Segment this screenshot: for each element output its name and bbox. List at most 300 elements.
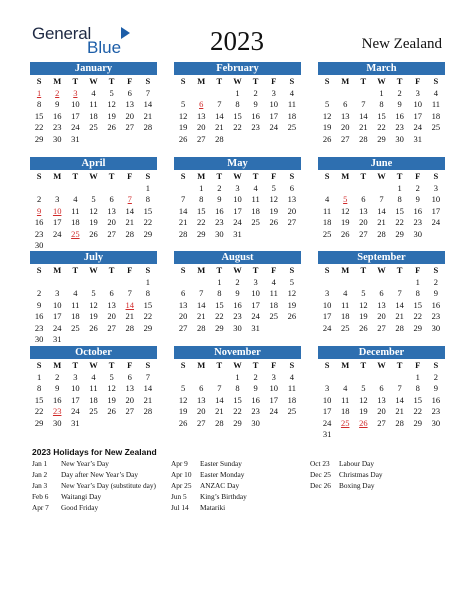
holiday-row — [171, 502, 247, 513]
day-cell: 17 — [431, 205, 441, 216]
day-cell: 27 — [125, 122, 135, 132]
weekday-label: F — [415, 360, 421, 370]
day-cell: 19 — [89, 311, 98, 321]
holiday-date: Jun 5 — [171, 492, 187, 501]
holiday-date: Apr 25 — [171, 481, 192, 490]
day-cell: 2 — [415, 182, 420, 193]
day-cell: 9 — [235, 288, 240, 298]
weekday-label: S — [324, 265, 330, 275]
day-cell: 1 — [235, 371, 240, 382]
weekday-label: S — [36, 360, 42, 370]
day-cell: 31 — [71, 133, 80, 144]
weekday-label: S — [36, 76, 42, 86]
day-cell: 31 — [322, 429, 332, 439]
day-cell: 30 — [34, 240, 44, 250]
holiday-date: Apr 9 — [171, 459, 188, 468]
day-cell: 26 — [322, 133, 332, 144]
day-cell: 5 — [109, 87, 114, 98]
day-cell: 30 — [413, 228, 423, 239]
holiday-day-cell: 25 — [71, 228, 80, 239]
month-grid — [174, 171, 301, 240]
month-grid — [174, 360, 301, 429]
day-cell: 17 — [413, 110, 423, 121]
weekday-label: S — [145, 265, 151, 275]
day-cell: 8 — [145, 288, 151, 298]
day-cell: 28 — [196, 322, 206, 333]
blank-cell — [354, 277, 372, 289]
day-cell: 21 — [196, 311, 206, 321]
day-cell: 25 — [269, 311, 279, 321]
day-cell: 10 — [413, 99, 423, 109]
day-cell: 12 — [178, 110, 188, 121]
day-cell: 12 — [359, 299, 368, 310]
holiday-row — [32, 502, 156, 513]
day-cell: 22 — [34, 406, 44, 416]
day-cell: 12 — [322, 110, 332, 121]
day-cell: 8 — [145, 194, 151, 204]
day-cell: 5 — [289, 276, 295, 287]
blank-cell — [192, 277, 210, 289]
day-cell: 14 — [359, 110, 368, 121]
day-cell: 31 — [52, 334, 62, 344]
day-cell: 27 — [340, 133, 350, 144]
day-cell: 3 — [253, 276, 258, 287]
day-cell: 12 — [287, 288, 297, 298]
day-cell: 9 — [397, 99, 402, 109]
weekday-label: T — [216, 171, 223, 181]
day-cell: 9 — [55, 99, 60, 109]
day-cell: 1 — [217, 276, 222, 287]
day-cell: 20 — [125, 110, 135, 121]
day-cell: 27 — [196, 417, 206, 428]
day-cell: 3 — [271, 371, 276, 382]
day-cell: 27 — [196, 133, 206, 144]
day-cell: 16 — [251, 110, 260, 121]
day-cell: 14 — [143, 383, 153, 393]
day-cell: 31 — [71, 417, 80, 428]
day-cell: 4 — [73, 194, 78, 204]
weekday-label: T — [72, 76, 79, 86]
holiday-day-cell: 5 — [343, 194, 348, 204]
day-cell: 6 — [289, 182, 295, 193]
day-cell: 22 — [34, 122, 44, 132]
holiday-row — [32, 469, 156, 480]
day-cell: 30 — [431, 417, 441, 428]
holiday-row — [171, 491, 247, 502]
weekday-label: M — [197, 76, 206, 86]
day-cell: 24 — [52, 228, 62, 239]
blank-cell — [318, 372, 336, 384]
weekday-label: M — [197, 171, 206, 181]
weekday-label: T — [72, 171, 79, 181]
month-header: September — [318, 251, 445, 264]
day-cell: 2 — [433, 276, 439, 287]
day-cell: 17 — [322, 311, 332, 321]
day-cell: 4 — [343, 383, 348, 393]
day-cell: 13 — [287, 194, 297, 204]
day-cell: 22 — [413, 406, 423, 416]
day-cell: 2 — [253, 87, 258, 98]
day-cell: 26 — [89, 228, 98, 239]
weekday-label: M — [53, 265, 62, 275]
weekday-label: T — [252, 265, 259, 275]
weekday-label: T — [216, 265, 223, 275]
month-grid — [318, 360, 445, 441]
day-cell: 13 — [125, 99, 135, 109]
day-cell: 1 — [415, 276, 420, 287]
day-cell: 10 — [269, 383, 279, 393]
day-cell: 3 — [271, 87, 276, 98]
day-cell: 21 — [143, 394, 153, 405]
day-cell: 11 — [71, 205, 80, 216]
day-cell: 10 — [251, 288, 260, 298]
day-cell: 24 — [431, 217, 441, 227]
day-cell: 17 — [52, 217, 62, 227]
holiday-row — [32, 491, 156, 502]
day-cell: 8 — [379, 99, 384, 109]
day-cell: 7 — [379, 194, 384, 204]
day-cell: 12 — [89, 205, 98, 216]
weekday-label: T — [108, 265, 115, 275]
day-cell: 8 — [415, 383, 420, 393]
month-grid — [318, 171, 445, 240]
day-cell: 9 — [415, 194, 420, 204]
month-december — [318, 346, 445, 441]
day-cell: 29 — [413, 417, 423, 428]
day-cell: 25 — [89, 406, 98, 416]
day-cell: 29 — [143, 322, 153, 333]
holiday-column — [310, 458, 383, 491]
weekday-label: W — [89, 76, 98, 86]
day-cell: 3 — [324, 288, 330, 298]
day-cell: 15 — [215, 299, 224, 310]
month-grid — [318, 265, 445, 334]
day-cell: 19 — [107, 110, 116, 121]
weekday-label: F — [415, 265, 421, 275]
day-cell: 13 — [196, 394, 206, 405]
blank-cell — [210, 88, 228, 100]
day-cell: 2 — [253, 371, 258, 382]
day-cell: 5 — [361, 383, 366, 393]
day-cell: 27 — [359, 228, 368, 239]
blank-cell — [354, 88, 372, 100]
day-cell: 12 — [340, 205, 350, 216]
day-cell: 12 — [178, 394, 188, 405]
day-cell: 29 — [377, 133, 386, 144]
day-cell: 13 — [178, 299, 188, 310]
day-cell: 19 — [107, 394, 116, 405]
day-cell: 24 — [322, 417, 332, 428]
day-cell: 20 — [196, 122, 206, 132]
holiday-date: Oct 23 — [310, 459, 330, 468]
day-cell: 18 — [251, 205, 260, 216]
month-july — [30, 251, 157, 346]
weekday-label: W — [89, 265, 98, 275]
month-september — [318, 251, 445, 334]
day-cell: 14 — [377, 205, 386, 216]
day-cell: 7 — [217, 383, 222, 393]
day-cell: 17 — [52, 311, 62, 321]
holiday-row — [32, 458, 156, 469]
day-cell: 2 — [55, 371, 60, 382]
day-cell: 2 — [217, 182, 222, 193]
day-cell: 22 — [233, 406, 242, 416]
day-cell: 28 — [359, 133, 368, 144]
day-cell: 28 — [215, 133, 224, 144]
day-cell: 7 — [127, 288, 132, 298]
day-cell: 7 — [145, 371, 151, 382]
day-cell: 3 — [73, 371, 78, 382]
day-cell: 31 — [233, 228, 242, 239]
day-cell: 26 — [107, 406, 116, 416]
day-cell: 21 — [178, 217, 188, 227]
weekday-label: F — [271, 76, 277, 86]
weekday-label: S — [180, 265, 186, 275]
day-cell: 3 — [55, 194, 60, 204]
day-cell: 22 — [395, 217, 404, 227]
day-cell: 24 — [269, 406, 279, 416]
month-header: August — [174, 251, 301, 264]
holiday-date: Apr 7 — [32, 503, 49, 512]
day-cell: 25 — [340, 322, 350, 333]
brand-logo — [32, 24, 122, 57]
day-cell: 30 — [34, 334, 44, 344]
day-cell: 8 — [199, 194, 204, 204]
day-cell: 28 — [395, 322, 404, 333]
holiday-name: Boxing Day — [339, 481, 375, 490]
weekday-label: S — [433, 360, 439, 370]
weekday-label: S — [145, 76, 151, 86]
day-cell: 16 — [251, 394, 260, 405]
day-cell: 6 — [109, 194, 114, 204]
holiday-name: New Year’s Day — [61, 459, 109, 468]
blank-cell — [103, 277, 121, 289]
weekday-label: F — [127, 360, 133, 370]
day-cell: 1 — [36, 371, 42, 382]
day-cell: 21 — [143, 110, 153, 121]
day-cell: 8 — [36, 383, 42, 393]
day-cell: 23 — [431, 311, 441, 321]
holiday-day-cell: 2 — [55, 87, 60, 98]
day-cell: 22 — [215, 311, 224, 321]
weekday-label: T — [216, 76, 223, 86]
day-cell: 18 — [287, 394, 297, 405]
weekday-label: F — [127, 265, 133, 275]
day-cell: 11 — [322, 205, 332, 216]
day-cell: 10 — [322, 299, 332, 310]
weekday-label: M — [53, 76, 62, 86]
weekday-label: W — [233, 76, 242, 86]
holiday-row — [171, 469, 247, 480]
day-cell: 2 — [36, 194, 42, 204]
blank-cell — [174, 277, 192, 289]
day-cell: 1 — [145, 276, 151, 287]
blank-cell — [354, 183, 372, 195]
day-cell: 16 — [215, 205, 224, 216]
blank-cell — [103, 183, 121, 195]
weekday-label: F — [415, 76, 421, 86]
weekday-label: W — [377, 360, 386, 370]
holiday-day-cell: 6 — [199, 99, 204, 109]
holiday-date: Jan 2 — [32, 470, 48, 479]
day-cell: 20 — [340, 122, 350, 132]
day-cell: 10 — [233, 194, 242, 204]
day-cell: 7 — [145, 87, 151, 98]
day-cell: 24 — [71, 122, 80, 132]
blank-cell — [48, 183, 66, 195]
day-cell: 19 — [287, 299, 297, 310]
day-cell: 18 — [89, 110, 98, 121]
day-cell: 10 — [322, 394, 332, 405]
day-cell: 18 — [269, 299, 279, 310]
day-cell: 3 — [235, 182, 240, 193]
month-grid — [30, 360, 157, 429]
weekday-label: T — [252, 360, 259, 370]
day-cell: 13 — [107, 205, 116, 216]
day-cell: 26 — [89, 322, 98, 333]
day-cell: 5 — [180, 383, 186, 393]
day-cell: 17 — [71, 110, 80, 121]
day-cell: 21 — [359, 122, 368, 132]
day-cell: 13 — [340, 110, 350, 121]
day-cell: 24 — [322, 322, 332, 333]
weekday-label: W — [377, 265, 386, 275]
day-cell: 23 — [251, 406, 260, 416]
month-grid — [318, 76, 445, 145]
day-cell: 17 — [71, 394, 80, 405]
day-cell: 3 — [55, 288, 60, 298]
day-cell: 30 — [233, 322, 242, 333]
day-cell: 22 — [143, 217, 153, 227]
holiday-day-cell: 3 — [73, 87, 78, 98]
day-cell: 8 — [235, 99, 240, 109]
day-cell: 20 — [359, 217, 368, 227]
day-cell: 4 — [253, 182, 258, 193]
day-cell: 26 — [359, 322, 368, 333]
day-cell: 23 — [52, 122, 62, 132]
day-cell: 26 — [269, 217, 279, 227]
blank-cell — [336, 88, 354, 100]
day-cell: 9 — [433, 288, 439, 298]
day-cell: 18 — [71, 311, 80, 321]
weekday-label: T — [108, 76, 115, 86]
weekday-label: S — [289, 171, 295, 181]
day-cell: 12 — [107, 383, 116, 393]
day-cell: 26 — [340, 228, 350, 239]
weekday-label: T — [72, 360, 79, 370]
month-header: January — [30, 62, 157, 75]
day-cell: 30 — [395, 133, 404, 144]
blank-cell — [210, 372, 228, 384]
day-cell: 3 — [433, 182, 439, 193]
day-cell: 18 — [340, 311, 350, 321]
holiday-row — [171, 480, 247, 491]
day-cell: 15 — [143, 299, 153, 310]
day-cell: 22 — [196, 217, 206, 227]
holidays-title: 2023 Holidays for New Zealand — [32, 447, 157, 457]
weekday-label: T — [360, 265, 367, 275]
day-cell: 5 — [180, 99, 186, 109]
day-cell: 15 — [377, 110, 386, 121]
day-cell: 23 — [413, 217, 423, 227]
weekday-label: S — [289, 360, 295, 370]
day-cell: 16 — [52, 110, 62, 121]
day-cell: 10 — [71, 99, 80, 109]
day-cell: 13 — [196, 110, 206, 121]
day-cell: 13 — [359, 205, 368, 216]
day-cell: 16 — [34, 217, 44, 227]
blank-cell — [391, 277, 409, 289]
weekday-label: F — [127, 171, 133, 181]
day-cell: 23 — [34, 228, 44, 239]
month-grid — [174, 76, 301, 145]
weekday-label: M — [197, 360, 206, 370]
day-cell: 6 — [361, 194, 366, 204]
holiday-day-cell: 25 — [340, 417, 350, 428]
day-cell: 25 — [251, 217, 260, 227]
weekday-label: F — [271, 360, 277, 370]
month-header: October — [30, 346, 157, 359]
day-cell: 4 — [324, 194, 330, 204]
blank-cell — [336, 183, 354, 195]
brand-name-part1: General — [32, 24, 92, 43]
day-cell: 13 — [377, 394, 386, 405]
day-cell: 13 — [377, 299, 386, 310]
day-cell: 27 — [107, 228, 116, 239]
weekday-label: M — [341, 76, 350, 86]
month-june — [318, 157, 445, 240]
weekday-label: T — [360, 360, 367, 370]
day-cell: 8 — [397, 194, 402, 204]
day-cell: 22 — [413, 311, 423, 321]
day-cell: 26 — [287, 311, 297, 321]
day-cell: 4 — [433, 87, 439, 98]
day-cell: 6 — [127, 371, 132, 382]
weekday-label: W — [377, 171, 386, 181]
weekday-label: S — [433, 171, 439, 181]
day-cell: 18 — [340, 406, 350, 416]
day-cell: 4 — [289, 371, 295, 382]
day-cell: 23 — [215, 217, 224, 227]
day-cell: 23 — [233, 311, 242, 321]
blank-cell — [30, 183, 48, 195]
day-cell: 5 — [361, 288, 366, 298]
day-cell: 28 — [178, 228, 188, 239]
weekday-label: M — [341, 171, 350, 181]
day-cell: 6 — [180, 288, 186, 298]
day-cell: 20 — [125, 394, 135, 405]
day-cell: 22 — [233, 122, 242, 132]
weekday-label: S — [180, 171, 186, 181]
day-cell: 20 — [287, 205, 297, 216]
day-cell: 12 — [107, 99, 116, 109]
month-march — [318, 62, 445, 145]
day-cell: 11 — [89, 383, 98, 393]
day-cell: 4 — [73, 288, 78, 298]
holiday-day-cell: 7 — [127, 194, 132, 204]
weekday-label: T — [252, 171, 259, 181]
day-cell: 3 — [415, 87, 420, 98]
day-cell: 1 — [379, 87, 384, 98]
day-cell: 7 — [397, 383, 402, 393]
day-cell: 4 — [91, 371, 96, 382]
holiday-date: Dec 25 — [310, 470, 331, 479]
day-cell: 25 — [431, 122, 441, 132]
day-cell: 4 — [343, 288, 348, 298]
day-cell: 15 — [233, 110, 242, 121]
holiday-name: Christmas Day — [339, 470, 383, 479]
day-cell: 6 — [343, 99, 348, 109]
